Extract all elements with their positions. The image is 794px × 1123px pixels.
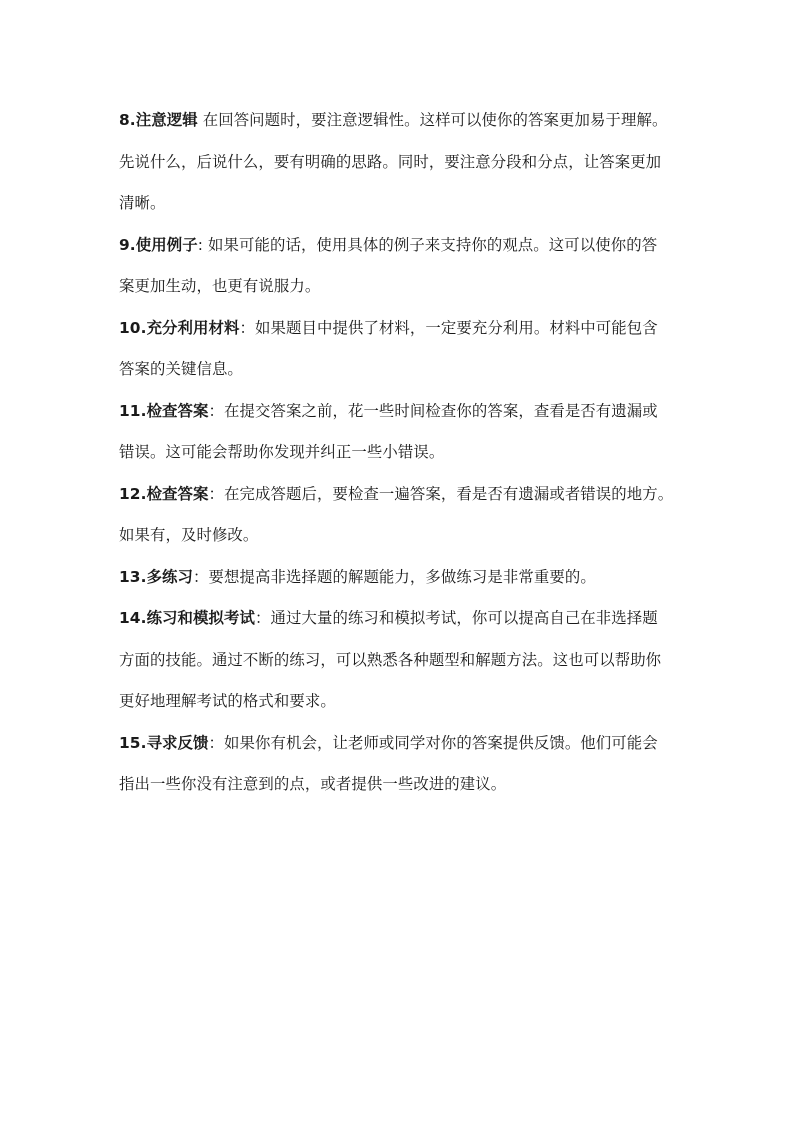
tip-item-13 bbox=[119, 557, 689, 599]
tip-heading: 8.注意逻辑 bbox=[119, 111, 198, 129]
tip-line: 错误。这可能会帮助你发现并纠正一些小错误。 bbox=[119, 443, 445, 461]
tip-heading: 10.充分利用材料 bbox=[119, 318, 240, 337]
tip-heading: 14.练习和模拟考试 bbox=[119, 609, 255, 627]
tip-item-12 bbox=[119, 474, 689, 557]
tip-heading: 9.使用例子 bbox=[119, 235, 198, 254]
tip-line bbox=[119, 557, 689, 599]
tip-text: 在回答问题时，要注意逻辑性。这样可以使你的答案更加易于理解。 bbox=[197, 111, 668, 129]
tip-item-11 bbox=[119, 391, 689, 474]
tip-text: ：通过大量的练习和模拟考试，你可以提高自己在非选择题 bbox=[255, 609, 658, 627]
tip-line bbox=[119, 474, 689, 516]
tip-line: 如果有，及时修改。 bbox=[119, 526, 259, 544]
tip-line bbox=[119, 723, 689, 765]
tip-line: 方面的技能。通过不断的练习，可以熟悉各种题型和解题方法。这也可以帮助你 bbox=[119, 650, 662, 669]
tip-item-8 bbox=[119, 100, 689, 225]
tip-line: 指出一些你没有注意到的点，或者提供一些改进的建议。 bbox=[119, 775, 507, 793]
tip-line bbox=[119, 391, 689, 433]
tip-text: : 如果可能的话，使用具体的例子来支持你的观点。这可以使你的答 bbox=[197, 235, 658, 254]
tip-heading: 11.检查答案 bbox=[119, 401, 209, 420]
tip-item-9 bbox=[119, 225, 689, 308]
document-body bbox=[119, 100, 689, 806]
tip-item-14 bbox=[119, 598, 689, 723]
tip-line: 案更加生动，也更有说服力。 bbox=[119, 277, 321, 295]
tip-line: 先说什么，后说什么，要有明确的思路。同时，要注意分段和分点，让答案更加 bbox=[119, 152, 662, 171]
tip-line bbox=[119, 225, 689, 267]
tip-line: 更好地理解考试的格式和要求。 bbox=[119, 692, 336, 710]
tip-text: ：要想提高非选择题的解题能力，多做练习是非常重要的。 bbox=[193, 567, 596, 586]
tip-item-15 bbox=[119, 723, 689, 806]
tip-item-10 bbox=[119, 308, 689, 391]
tip-text: ：在提交答案之前，花一些时间检查你的答案，查看是否有遗漏或 bbox=[208, 401, 658, 420]
tip-heading: 12.检查答案 bbox=[119, 484, 209, 503]
tip-line bbox=[119, 308, 689, 350]
tip-line bbox=[119, 100, 689, 142]
tip-line bbox=[119, 598, 689, 640]
tip-heading: 15.寻求反馈 bbox=[119, 733, 209, 752]
tip-text: ：如果你有机会，让老师或同学对你的答案提供反馈。他们可能会 bbox=[208, 733, 658, 752]
tip-heading: 13.多练习 bbox=[119, 567, 194, 586]
tip-line: 清晰。 bbox=[119, 194, 166, 212]
tip-text: ：如果题目中提供了材料，一定要充分利用。材料中可能包含 bbox=[239, 318, 658, 337]
tip-text: ：在完成答题后，要检查一遍答案，看是否有遗漏或者错误的地方。 bbox=[208, 484, 674, 503]
tip-line: 答案的关键信息。 bbox=[119, 360, 243, 378]
